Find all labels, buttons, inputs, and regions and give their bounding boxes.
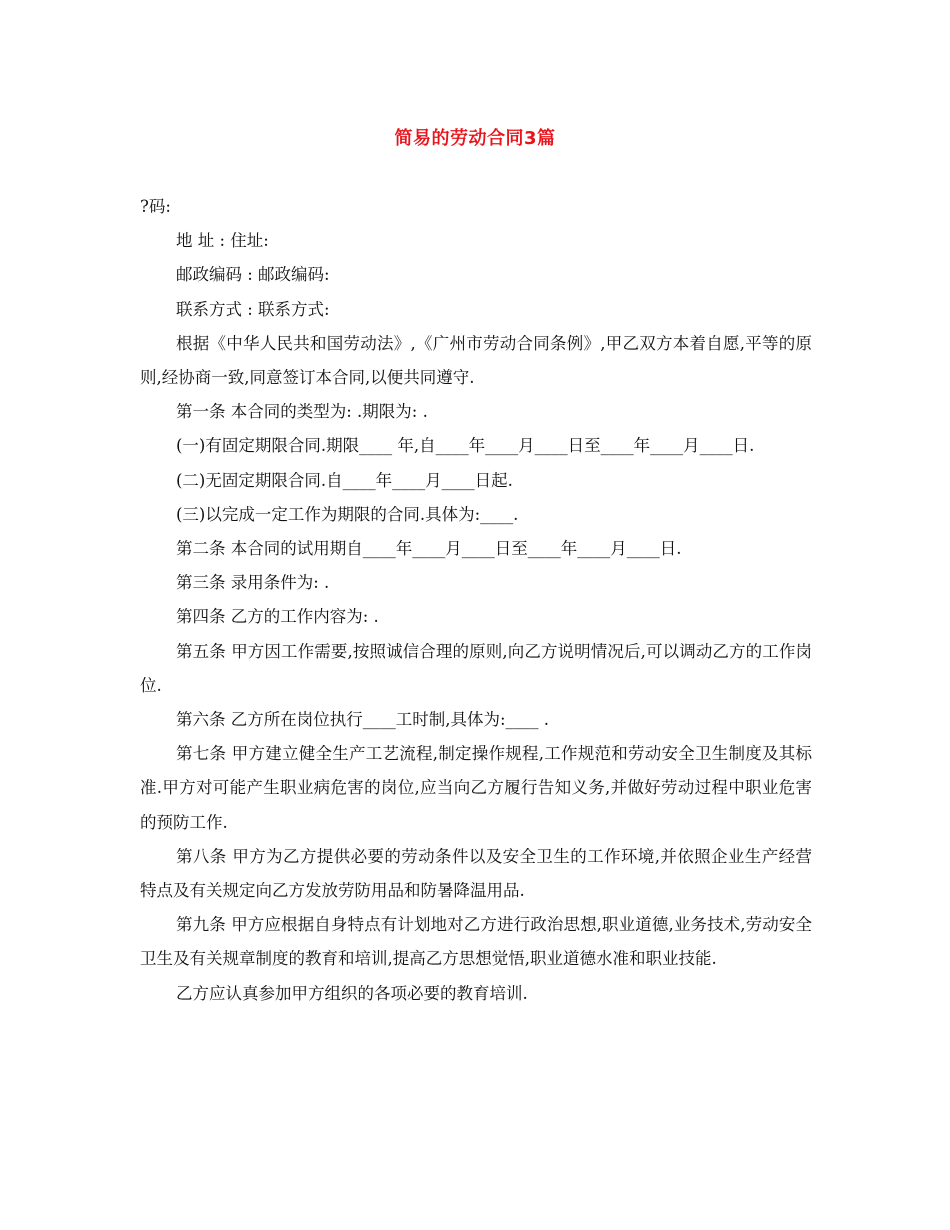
paragraph-article-1: 第一条 本合同的类型为: .期限为: . (176, 402, 428, 422)
paragraph-preamble: 根据《中华人民共和国劳动法》,《广州市劳动合同条例》,甲乙双方本着自愿,平等的原则,经协商一致,同意签订本合同,以便共同遵守. (140, 333, 812, 388)
paragraph-postcode: 邮政编码 : 邮政编码: (176, 265, 330, 285)
paragraph-article-1-item-1: (一)有固定期限合同.期限____ 年,自____年____月____日至____年____月____日. (176, 436, 755, 456)
paragraph-article-3: 第三条 录用条件为: . (176, 573, 330, 593)
paragraph-article-2: 第二条 本合同的试用期自____年____月____日至____年____月____日. (176, 539, 682, 559)
document-title: 简易的劳动合同3篇 (394, 128, 556, 149)
paragraph-article-6: 第六条 乙方所在岗位执行____工时制,具体为:____ . (176, 710, 550, 730)
paragraph-article-9-note: 乙方应认真参加甲方组织的各项必要的教育培训. (176, 983, 528, 1003)
paragraph-contact: 联系方式 : 联系方式: (176, 299, 330, 319)
paragraph-article-1-item-2: (二)无固定期限合同.自____年____月____日起. (176, 470, 513, 490)
paragraph-address: 地 址 : 住址: (176, 231, 269, 251)
paragraph-article-1-item-3: (三)以完成一定工作为期限的合同.具体为:____. (176, 504, 519, 524)
paragraph-code: ?码: (140, 197, 171, 216)
paragraph-article-9: 第九条 甲方应根据自身特点有计划地对乙方进行政治思想,职业道德,业务技术,劳动安全卫生及有关规章制度的教育和培训,提高乙方思想觉悟,职业道德水准和职业技能. (140, 915, 812, 969)
paragraph-article-7: 第七条 甲方建立健全生产工艺流程,制定操作规程,工作规范和劳动安全卫生制度及其标准.甲方对可能产生职业病危害的岗位,应当向乙方履行告知义务,并做好劳动过程中职业危害的预防工作. (140, 744, 812, 832)
paragraph-article-8: 第八条 甲方为乙方提供必要的劳动条件以及安全卫生的工作环境,并依照企业生产经营特点及有关规定向乙方发放劳防用品和防暑降温用品. (140, 846, 812, 901)
paragraph-article-4: 第四条 乙方的工作内容为: . (176, 607, 379, 627)
paragraph-article-5: 第五条 甲方因工作需要,按照诚信合理的原则,向乙方说明情况后,可以调动乙方的工作岗位. (140, 641, 812, 695)
document-body (140, 190, 812, 1011)
